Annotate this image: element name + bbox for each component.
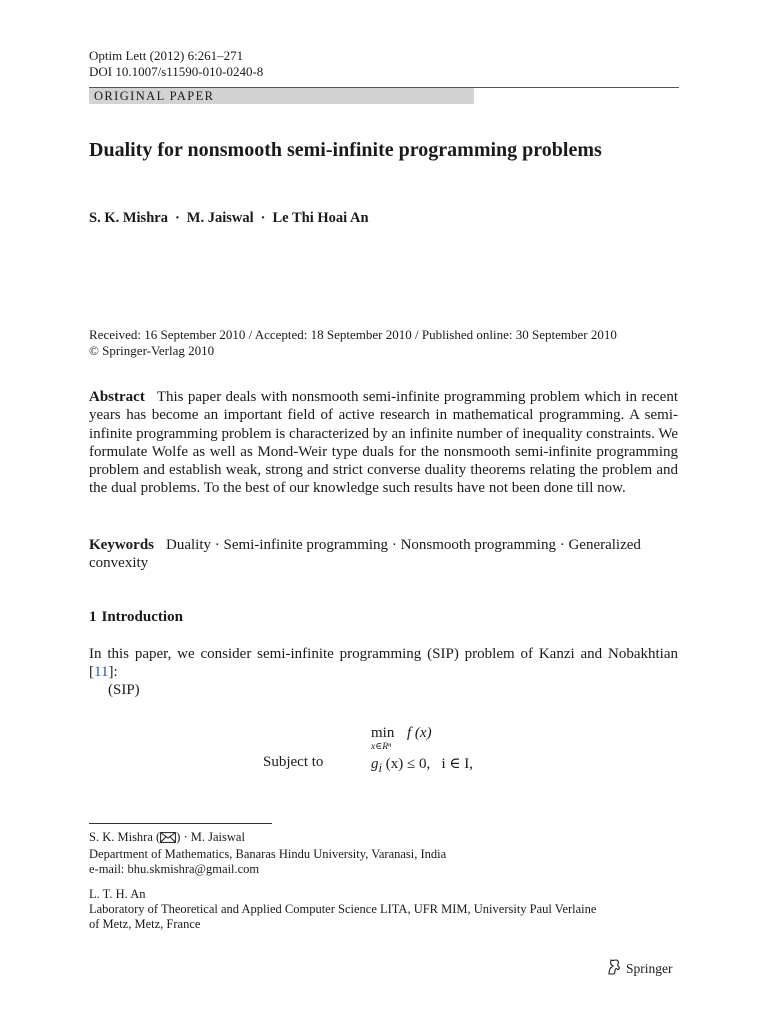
author-list (89, 210, 369, 227)
affil2-name: L. T. H. An (89, 887, 146, 901)
abstract (89, 388, 678, 498)
citation-link[interactable]: 11 (94, 664, 109, 681)
min-operator: min (371, 725, 395, 741)
affil1-name-end: ) · M. Jaiswal (176, 830, 245, 844)
keywords-label: Keywords (89, 537, 154, 553)
intro-text: In this paper, we consider semi-infinite programming (SIP) problem of Kanzi and Nobakhtian [ (89, 646, 678, 681)
affil1-name: S. K. Mishra ( (89, 830, 161, 844)
constraint-rest: (x) ≤ 0, (385, 756, 431, 772)
author-separator: · (174, 210, 180, 226)
doi-line[interactable]: DOI 10.1007/s11590-010-0240-8 (89, 63, 264, 79)
affil2-lab-line2: of Metz, Metz, France (89, 917, 201, 931)
min-subscript: x∈Rⁿ (371, 742, 392, 752)
keyword: · Nonsmooth programming (388, 537, 556, 553)
section-number: 1 (89, 609, 97, 625)
constraint-index: i ∈ I, (441, 756, 473, 772)
publisher-logo (606, 958, 673, 980)
constraint-g: g (371, 756, 379, 772)
affil1-department: Department of Mathematics, Banaras Hindu University, Varanasi, India (89, 847, 447, 861)
section-label: ORIGINAL PAPER (94, 89, 215, 103)
section-title: Introduction (101, 609, 183, 625)
problem-label: (SIP) (108, 682, 140, 698)
keyword: · Semi-infinite programming (211, 537, 388, 553)
publisher-name: Springer (626, 961, 673, 976)
author-name: M. Jaiswal (186, 210, 254, 226)
footnote-rule (89, 823, 272, 824)
springer-horse-icon (606, 958, 622, 980)
affiliation-2 (89, 887, 689, 932)
keyword: · Generalized convexity (89, 537, 641, 571)
objective-function: f (x) (407, 725, 432, 741)
abstract-label: Abstract (89, 389, 145, 405)
intro-paragraph (89, 645, 678, 682)
keywords (89, 536, 678, 573)
affil1-email[interactable]: e-mail: bhu.skmishra@gmail.com (89, 862, 260, 876)
affil2-lab-line1: Laboratory of Theoretical and Applied Computer Science LITA, UFR MIM, University Paul Verlaine (89, 902, 597, 916)
author-name: Le Thi Hoai An (272, 210, 369, 226)
paper-title: Duality for nonsmooth semi-infinite programming problems (89, 139, 602, 161)
subject-to-label: Subject to (263, 754, 324, 770)
affil1-authors (89, 830, 689, 847)
publication-dates (89, 327, 617, 358)
abstract-text: This paper deals with nonsmooth semi-infinite programming problem which in recent years has become an important field of active research in mathematical programming. A semi-infinite programming problem is characterized by an infinite number of inequality constraints. We formulate Wolfe as well as Mond-Weir type duals for the nonsmooth semi-infinite programming problem and establish weak, strong and strict converse duality theorems relating the problem and the dual problems. To the best of our knowledge such results have not been done till now. (89, 389, 678, 497)
keyword: Duality (166, 537, 211, 553)
copyright-line: © Springer-Verlag 2010 (89, 342, 215, 358)
envelope-icon (160, 832, 176, 847)
constraint-sub: i (378, 761, 382, 775)
constraint-expression (371, 754, 473, 776)
journal-citation (89, 48, 263, 79)
journal-line: Optim Lett (2012) 6:261–271 (89, 48, 244, 63)
author-name: S. K. Mishra (89, 210, 168, 226)
section-heading (89, 609, 183, 626)
intro-text-end: ]: (108, 664, 118, 681)
author-separator: · (260, 210, 266, 226)
affiliation-1 (89, 830, 689, 877)
dates-line: Received: 16 September 2010 / Accepted: 18 September 2010 / Published online: 30 September 2010 (89, 327, 617, 342)
